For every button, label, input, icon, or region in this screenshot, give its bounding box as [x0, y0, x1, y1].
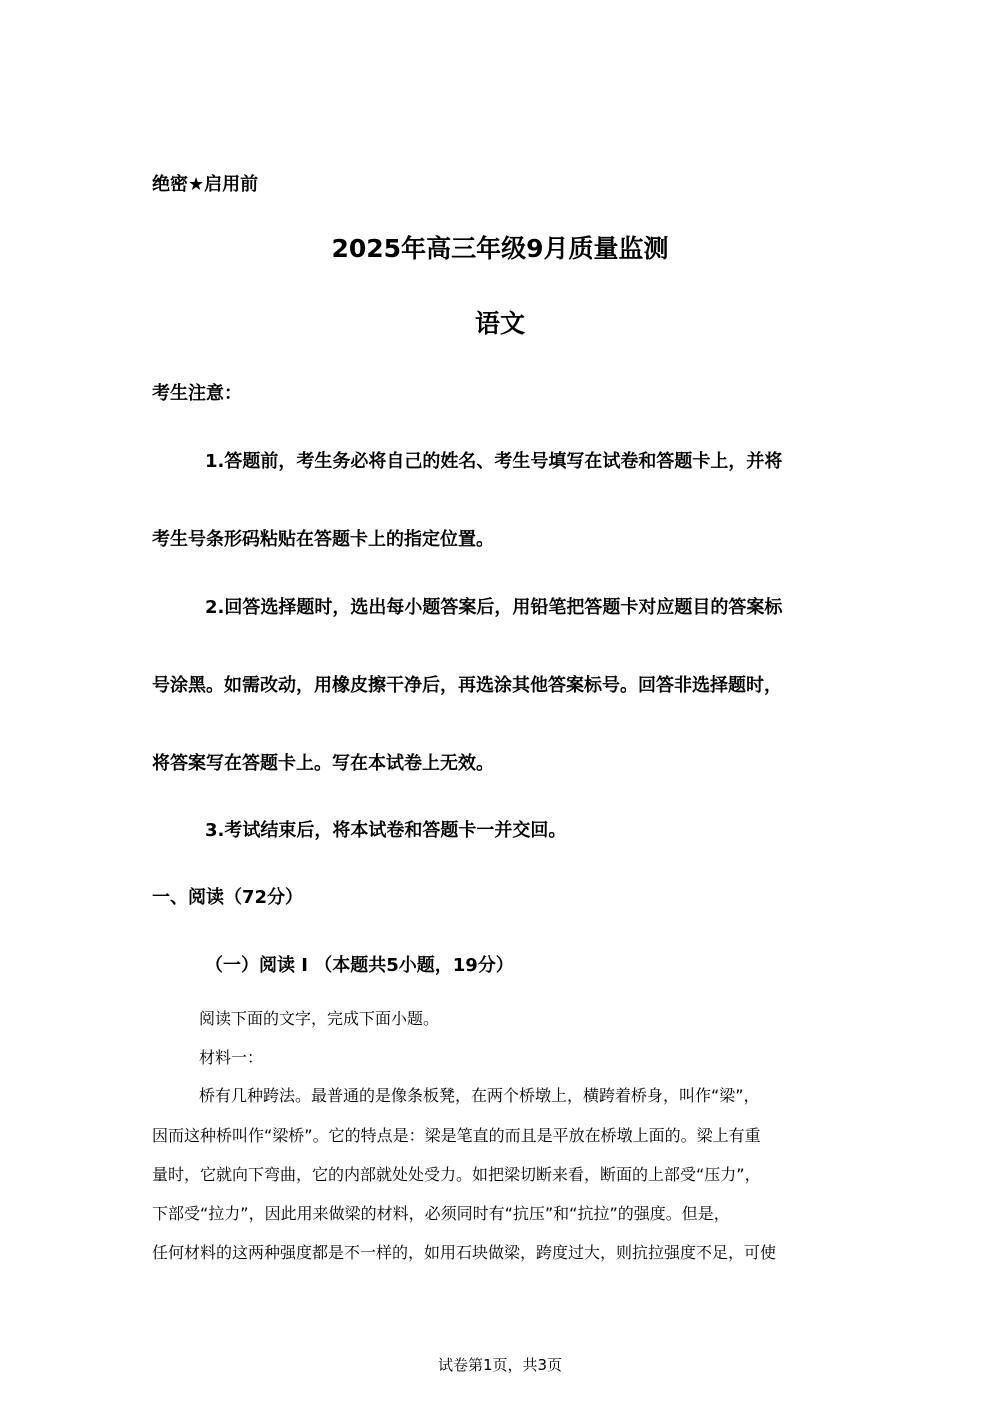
- notice-item-1-line-1: 1.答题前，考生务必将自己的姓名、考生号填写在试卷和答题卡上，并将: [205, 451, 783, 472]
- exam-subject: 语文: [474, 309, 525, 338]
- material-label: 材料一：: [199, 1048, 264, 1067]
- notice-item-1-line-2: 考生号条形码粘贴在答题卡上的指定位置。: [152, 529, 494, 550]
- notice-item-2-line-2: 号涂黑。如需改动，用橡皮擦干净后，再选涂其他答案标号。回答非选择题时，: [152, 675, 782, 696]
- notice-item-2-line-1: 2.回答选择题时，选出每小题答案后，用铅笔把答题卡对应题目的答案标: [205, 597, 783, 618]
- material-text-line: 量时，它就向下弯曲，它的内部就处处受力。如把梁切断来看，断面的上部受“压力”，: [152, 1165, 761, 1184]
- notice-item-3: 3.考试结束后，将本试卷和答题卡一并交回。: [205, 820, 567, 841]
- material-text-line: 下部受“拉力”，因此用来做梁的材料，必须同时有“抗压”和“抗拉”的强度。但是，: [152, 1204, 730, 1223]
- material-text-line: 桥有几种跨法。最普通的是像条板凳，在两个桥墩上，横跨着桥身，叫作“梁”，: [199, 1086, 760, 1105]
- reading-instruction: 阅读下面的文字，完成下面小题。: [199, 1009, 440, 1028]
- material-text-line: 因而这种桥叫作“梁桥”。它的特点是：梁是笔直的而且是平放在桥墩上面的。梁上有重: [152, 1126, 761, 1145]
- section-heading: 一、阅读（72分）: [152, 887, 304, 908]
- exam-title: 2025年高三年级9月质量监测: [331, 234, 669, 263]
- notice-item-2-line-3: 将答案写在答题卡上。写在本试卷上无效。: [152, 753, 494, 774]
- confidential-label: 绝密★启用前: [152, 174, 259, 195]
- notice-heading: 考生注意：: [152, 383, 242, 404]
- subsection-heading: （一）阅读 I （本题共5小题，19分）: [205, 955, 514, 976]
- material-text-line: 任何材料的这两种强度都是不一样的，如用石块做梁，跨度过大，则抗拉强度不足，可使: [152, 1243, 777, 1262]
- page-footer: 试卷第1页，共3页: [437, 1356, 563, 1374]
